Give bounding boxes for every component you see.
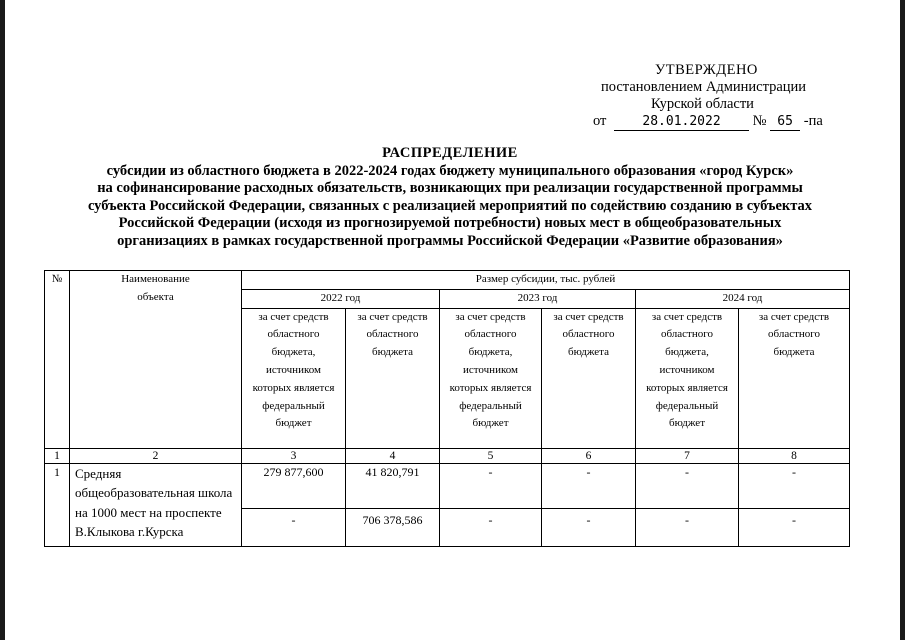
header-text-line: которых является	[646, 381, 728, 394]
header-text-line: федеральный	[655, 399, 719, 412]
value-cell: -	[739, 463, 850, 508]
document-title	[40, 145, 860, 250]
title-line: Российской Федерации (исходя из прогнозируемой потребности) новых мест в общеобразовательных	[118, 215, 782, 231]
value-cell: -	[440, 463, 542, 508]
title-line: организациях в рамках государственной программы Российской Федерации «Развитие образования»	[117, 232, 783, 249]
header-text-line: которых является	[449, 381, 532, 394]
header-text-line: бюджета,	[665, 346, 709, 359]
header-text-line: бюджета	[371, 346, 413, 359]
title-line: субсидии из областного бюджета в 2022-2024 годах бюджету муниципального образования «город Курск»	[106, 162, 794, 179]
header-text-line: за счет средств	[553, 310, 624, 323]
header-text-line: бюджета,	[271, 346, 316, 359]
header-text-line: за счет средств	[455, 310, 526, 323]
header-object-line: Наименование	[121, 273, 190, 285]
header-federal-source	[636, 308, 739, 448]
header-num: №	[45, 271, 70, 449]
header-text-line: бюджет	[275, 417, 312, 430]
value-cell: -	[242, 508, 346, 546]
column-number: 3	[242, 448, 346, 463]
header-text-line: бюджета	[567, 346, 609, 359]
column-number: 2	[70, 448, 242, 463]
value-cell: -	[636, 463, 739, 508]
value-cell: 706 378,586	[346, 508, 440, 546]
approval-line-date	[593, 113, 823, 131]
title-line: на софинансирование расходных обязательств, возникающих при реализации государственной программы	[97, 180, 803, 196]
header-year-2022: 2022 год	[242, 289, 440, 308]
value-cell: -	[440, 508, 542, 546]
column-number: 8	[739, 448, 850, 463]
number-suffix: -па	[803, 113, 823, 129]
object-name-line: Средняя	[75, 465, 122, 481]
header-text-line: федеральный	[262, 399, 325, 412]
header-regional-source	[542, 308, 636, 448]
scan-right-edge	[900, 0, 905, 640]
header-text-line: федеральный	[459, 399, 522, 412]
value-cell: -	[739, 508, 850, 546]
scan-left-edge	[0, 0, 5, 640]
header-object-name	[70, 271, 242, 449]
header-year-2023: 2023 год	[440, 289, 636, 308]
header-federal-source	[440, 308, 542, 448]
approval-date: 28.01.2022	[614, 114, 749, 131]
header-text-line: за счет средств	[758, 310, 830, 323]
header-text-line: бюджета,	[468, 346, 513, 359]
value-cell: 279 877,600	[242, 463, 346, 508]
header-text-line: бюджет	[472, 417, 509, 430]
column-number: 6	[542, 448, 636, 463]
title-line: субъекта Российской Федерации, связанных с реализацией мероприятий по содействию созданию в субъектах	[87, 197, 813, 214]
object-name-line: общеобразовательная школа	[75, 485, 233, 501]
approval-line-region: Курской области	[651, 96, 754, 112]
object-name-line: В.Клыкова г.Курска	[75, 524, 184, 540]
header-subsidy-size: Размер субсидии, тыс. рублей	[242, 271, 850, 290]
header-regional-source	[346, 308, 440, 448]
header-text-line: источником	[266, 363, 321, 376]
row-number: 1	[45, 463, 70, 546]
header-federal-source	[242, 308, 346, 448]
object-name	[70, 463, 242, 546]
header-text-line: которых является	[252, 381, 335, 394]
approval-title: УТВЕРЖДЕНО	[655, 62, 758, 78]
header-text-line: за счет средств	[258, 310, 329, 323]
header-text-line: областного	[366, 328, 419, 341]
header-text-line: областного	[267, 328, 320, 341]
value-cell: -	[636, 508, 739, 546]
header-year-2024: 2024 год	[636, 289, 850, 308]
header-text-line: бюджет	[669, 417, 705, 430]
header-text-line: областного	[562, 328, 615, 341]
header-text-line: источником	[659, 363, 715, 376]
title-heading: РАСПРЕДЕЛЕНИЕ	[382, 145, 518, 161]
approval-line-resolution: постановлением Администрации	[601, 79, 807, 95]
value-cell: -	[542, 508, 636, 546]
header-object-line: объекта	[137, 290, 174, 303]
column-number: 7	[636, 448, 739, 463]
approval-number: 65	[770, 114, 800, 131]
value-cell: -	[542, 463, 636, 508]
column-number: 1	[45, 448, 70, 463]
value-cell: 41 820,791	[346, 463, 440, 508]
column-number: 5	[440, 448, 542, 463]
header-text-line: за счет средств	[651, 310, 723, 323]
header-text-line: источником	[463, 363, 518, 376]
header-text-line: областного	[768, 328, 821, 341]
number-label: №	[752, 113, 767, 129]
header-text-line: бюджета	[773, 346, 815, 359]
header-regional-source	[739, 308, 850, 448]
object-name-line: на 1000 мест на проспекте	[75, 504, 222, 520]
column-number: 4	[346, 448, 440, 463]
subsidy-table	[44, 270, 850, 547]
header-text-line: областного	[464, 328, 517, 341]
header-text-line: областного	[660, 328, 713, 341]
from-label: от	[593, 113, 607, 129]
header-text-line: за счет средств	[357, 310, 428, 323]
